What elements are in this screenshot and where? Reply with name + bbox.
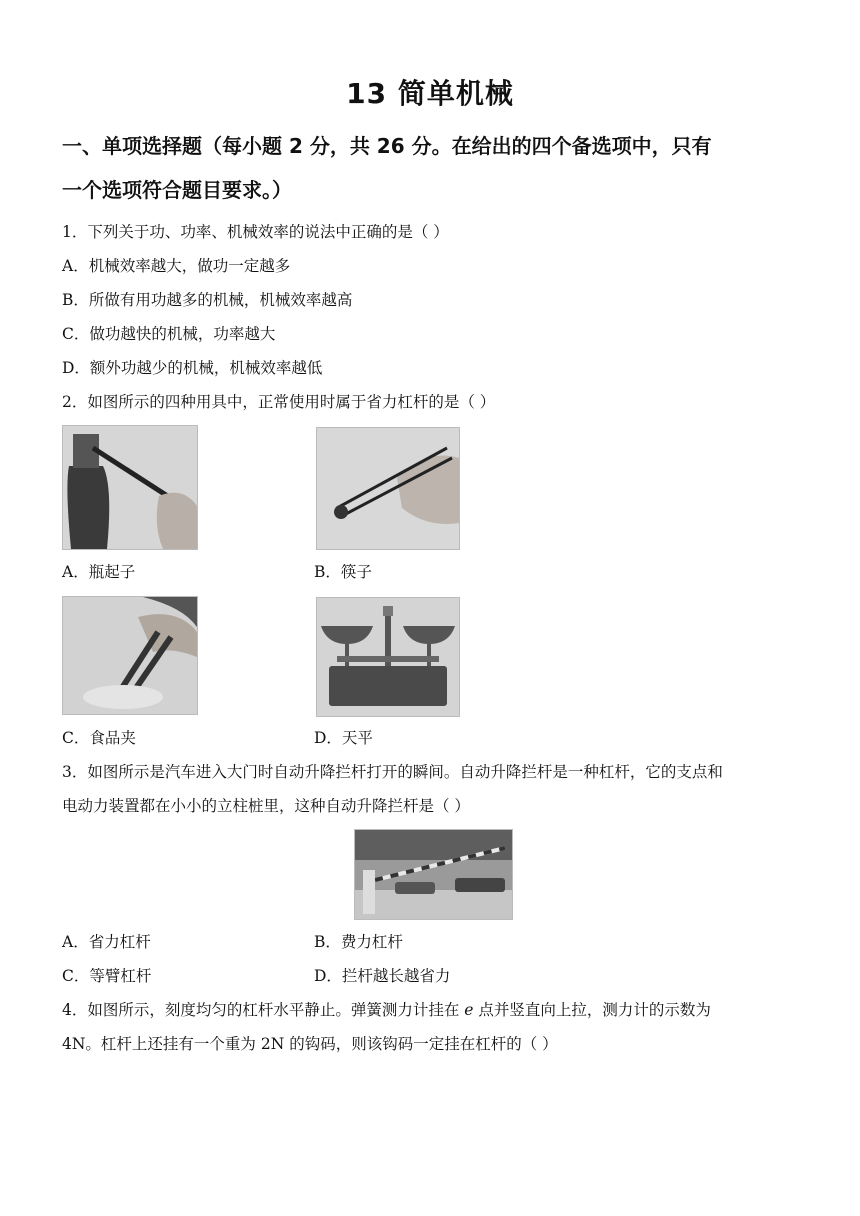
- food-tongs-image: [62, 596, 198, 715]
- q1-stem: 1．下列关于功、功率、机械效率的说法中正确的是（ ）: [62, 223, 449, 241]
- page-title: 13 简单机械: [346, 77, 514, 110]
- barrier-gate-image: [354, 829, 513, 920]
- q1-option-b: B．所做有用功越多的机械，机械效率越高: [62, 291, 353, 309]
- q3-stem-line2: 电动力装置都在小小的立柱桩里，这种自动升降拦杆是（ ）: [62, 797, 470, 815]
- chopsticks-image: [316, 427, 460, 550]
- q4-stem-part1: 4．如图所示，刻度均匀的杠杆水平静止。弹簧测力计挂在: [62, 1001, 465, 1019]
- q1-option-d: D．额外功越少的机械，机械效率越低: [62, 359, 323, 377]
- q3-option-a: A．省力杠杆: [62, 933, 151, 951]
- q4-stem-line1: [62, 1000, 711, 1020]
- bottle-opener-image: [62, 425, 198, 550]
- q2-option-b: B．筷子: [314, 563, 372, 581]
- q2-option-d: D．天平: [314, 729, 373, 747]
- q4-stem-line2: 4N。杠杆上还挂有一个重为 2N 的钩码，则该钩码一定挂在杠杆的（ ）: [62, 1035, 558, 1053]
- q4-point-e: e: [464, 1001, 474, 1019]
- q1-option-c: C．做功越快的机械，功率越大: [62, 325, 276, 343]
- q3-stem-line1: 3．如图所示是汽车进入大门时自动升降拦杆打开的瞬间。自动升降拦杆是一种杠杆，它的支点和: [62, 763, 723, 781]
- balance-scale-image: [316, 597, 460, 717]
- q2-option-a: A．瓶起子: [62, 563, 136, 581]
- q4-stem-part2: 点并竖直向上拉，测力计的示数为: [473, 1001, 711, 1019]
- q2-option-c: C．食品夹: [62, 729, 136, 747]
- q3-option-b: B．费力杠杆: [314, 933, 403, 951]
- section-heading-line1: 一、单项选择题（每小题 2 分，共 26 分。在给出的四个备选项中，只有: [62, 134, 712, 158]
- q3-option-d: D．拦杆越长越省力: [314, 967, 451, 985]
- section-heading-line2: 一个选项符合题目要求。）: [62, 178, 292, 202]
- q3-option-c: C．等臂杠杆: [62, 967, 152, 985]
- q1-option-a: A．机械效率越大，做功一定越多: [62, 257, 291, 275]
- q2-stem: 2．如图所示的四种用具中，正常使用时属于省力杠杆的是（ ）: [62, 393, 496, 411]
